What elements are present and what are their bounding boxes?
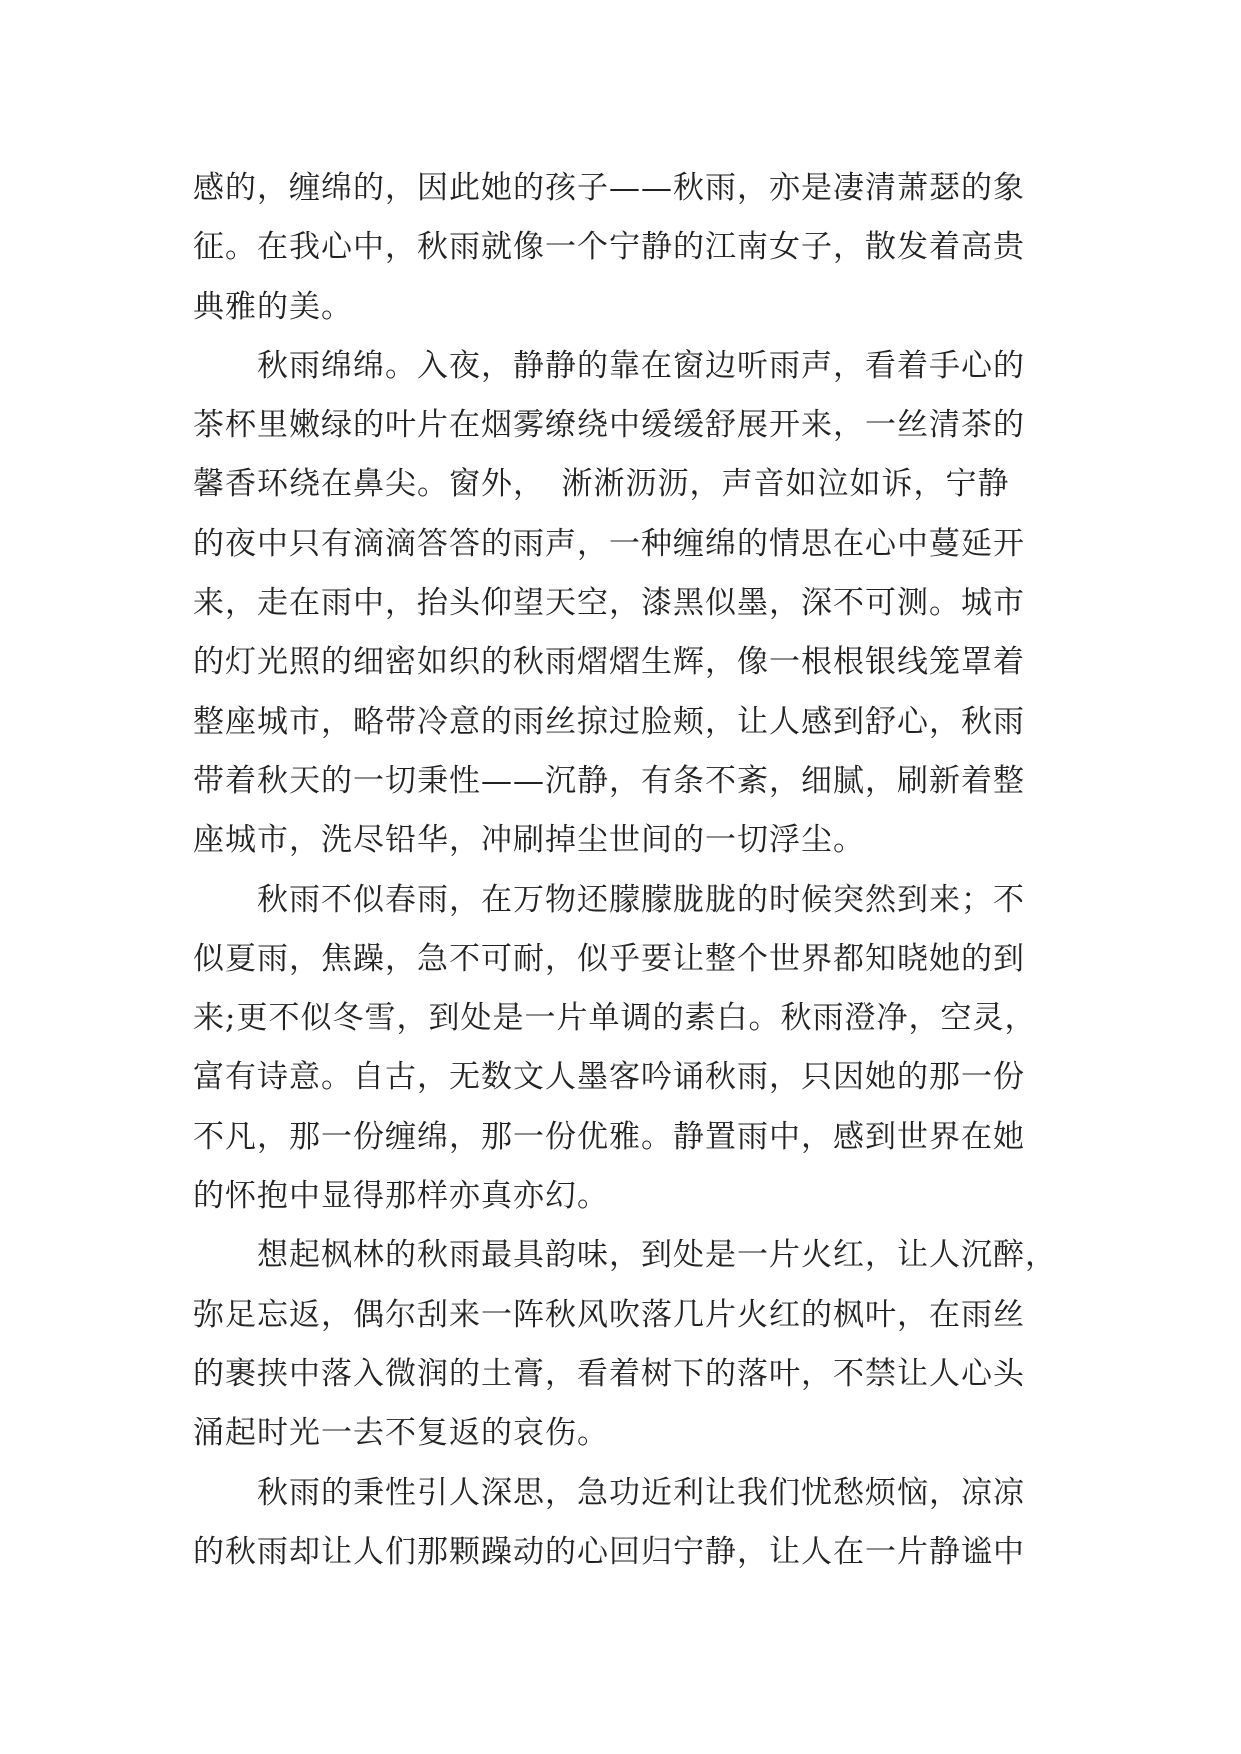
text-line: 征。在我心中，秋雨就像一个宁静的江南女子，散发着高贵 [193, 229, 1025, 266]
text-line: 的怀抱中显得那样亦真亦幻。 [193, 1178, 609, 1215]
paragraph-start-line: 想起枫林的秋雨最具韵味，到处是一片火红，让人沉醉， [257, 1237, 1057, 1274]
essay-body [193, 159, 1057, 1582]
text-line: 感的，缠绵的，因此她的孩子——秋雨，亦是凄清萧瑟的象 [193, 170, 1025, 206]
text-line: 的裹挟中落入微润的土膏，看着树下的落叶，不禁让人心头 [193, 1355, 1025, 1392]
text-line: 的夜中只有滴滴答答的雨声，一种缠绵的情思在心中蔓延开 [193, 525, 1025, 562]
text-line: 座城市，洗尽铅华，冲刷掉尘世间的一切浮尘。 [193, 822, 865, 859]
paragraph-start-line: 秋雨不似春雨，在万物还朦朦胧胧的时候突然到来；不 [257, 881, 1025, 918]
paragraph-start-line: 秋雨绵绵。入夜，静静的靠在窗边听雨声，看着手心的 [257, 347, 1025, 384]
text-line: 富有诗意。自古，无数文人墨客吟诵秋雨，只因她的那一份 [193, 1059, 1025, 1096]
text-line: 茶杯里嫩绿的叶片在烟雾缭绕中缓缓舒展开来，一丝清茶的 [193, 407, 1025, 444]
text-line: 似夏雨，焦躁，急不可耐，似乎要让整个世界都知晓她的到 [193, 940, 1025, 977]
paragraph-start-line: 秋雨的秉性引人深思，急功近利让我们忧愁烦恼，凉凉 [257, 1474, 1025, 1511]
text-line: 的灯光照的细密如织的秋雨熠熠生辉，像一根根银线笼罩着 [193, 644, 1025, 681]
text-line: 整座城市，略带冷意的雨丝掠过脸颊，让人感到舒心，秋雨 [193, 703, 1025, 740]
text-line: 带着秋天的一切秉性——沉静，有条不紊，细腻，刷新着整 [193, 762, 1025, 799]
text-line: 来，走在雨中，抬头仰望天空，漆黑似墨，深不可测。城市 [193, 585, 1025, 622]
text-line: 不凡，那一份缠绵，那一份优雅。静置雨中，感到世界在她 [193, 1118, 1025, 1155]
text-line: 典雅的美。 [193, 288, 353, 325]
text-line: 来;更不似冬雪，到处是一片单调的素白。秋雨澄净，空灵， [193, 1000, 1037, 1037]
text-line: 馨香环绕在鼻尖。窗外， 淅淅沥沥，声音如泣如诉，宁静 [193, 466, 1010, 503]
text-line: 弥足忘返，偶尔刮来一阵秋风吹落几片火红的枫叶，在雨丝 [193, 1296, 1025, 1333]
text-line: 的秋雨却让人们那颗躁动的心回归宁静，让人在一片静谧中 [193, 1533, 1025, 1570]
text-line: 涌起时光一去不复返的哀伤。 [193, 1415, 609, 1452]
